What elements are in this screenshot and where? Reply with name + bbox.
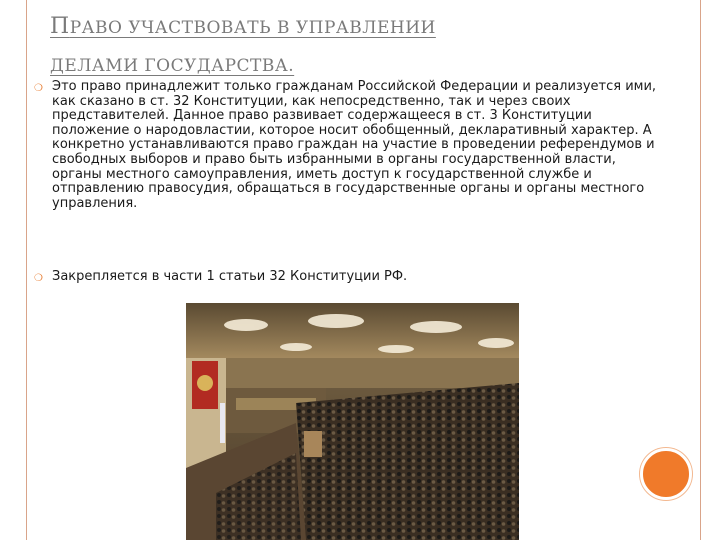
paragraph-1: Это право принадлежит только гражданам Российской Федерации и реализуется ими, как сказано в ст. 32 Конституции, как непосредственно, так и через своих представителей. Данное право развивает содержащееся в ст. 3 Конституции положение о народовластии, которое носит обобщенный, декларативный характер. А конкретно устанавливаются право граждан на участие в проведении референдумов и свободных выборов и право быть избранными в органы государственной власти, органы местного самоуправления, иметь доступ к государственной службе и отправлению правосудия, обращаться в государственные органы и органы местного управления.: [52, 79, 657, 211]
title-initial: П: [50, 14, 70, 39]
title-line1: РАВО УЧАСТВОВАТЬ В УПРАВЛЕНИИ: [69, 18, 436, 38]
paragraph-2: Закрепляется в части 1 статьи 32 Конституции РФ.: [52, 269, 408, 284]
decorative-orange-circle: [640, 448, 692, 500]
left-border-rule: [26, 0, 27, 540]
slide-title: [50, 8, 530, 85]
right-border-rule: [700, 0, 701, 540]
duma-hall-photo: [186, 303, 519, 540]
bullet-icon: ❍: [34, 273, 43, 284]
bullet-icon: ❍: [34, 83, 43, 94]
title-line2: ДЕЛАМИ ГОСУДАРСТВА.: [50, 56, 295, 76]
